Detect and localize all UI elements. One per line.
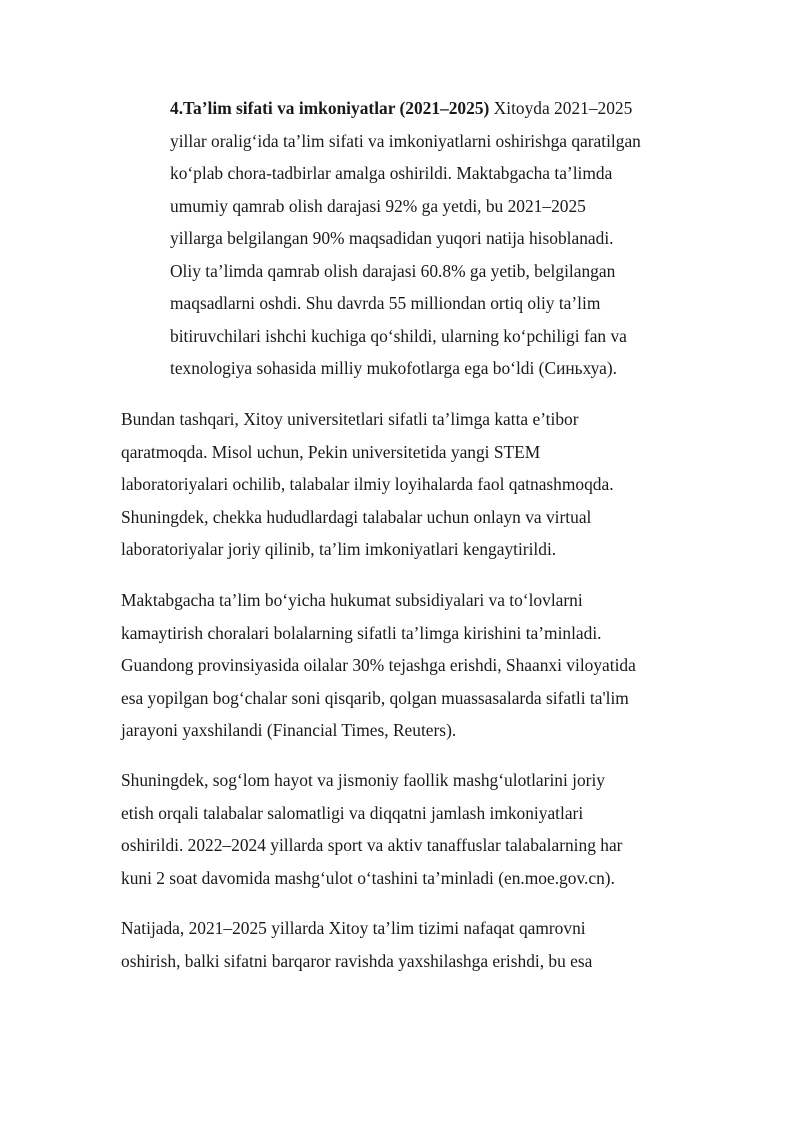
text-line: esa yopilgan bog‘chalar soni qisqarib, qolgan muassasalarda sifatli ta'lim: [121, 687, 629, 708]
text-line: oshirildi. 2022–2024 yillarda sport va aktiv tanaffuslar talabalarning har: [121, 835, 623, 855]
text-line: ko‘plab chora-tadbirlar amalga oshirildi. Maktabgacha ta’limda: [170, 163, 613, 183]
section-heading: 4.Ta’lim sifati va imkoniyatlar (2021–2025): [170, 98, 490, 118]
body-paragraph: [121, 764, 622, 894]
text-line: Oliy ta’limda qamrab olish darajasi 60.8% ga yetib, belgilangan: [170, 260, 616, 281]
text-line: kuni 2 soat davomida mashg‘ulot o‘tashini ta’minladi (en.moe.gov.cn).: [121, 867, 615, 888]
text-line: Bundan tashqari, Xitoy universitetlari sifatli ta’limga katta e’tibor: [121, 409, 579, 429]
text-line: yillarga belgilangan 90% maqsadidan yuqori natija hisoblanadi.: [170, 228, 614, 248]
text-line: etish orqali talabalar salomatligi va diqqatni jamlash imkoniyatlari: [121, 802, 584, 823]
text-line: kamaytirish choralari bolalarning sifatli ta’limga kirishini ta’minladi.: [121, 622, 602, 643]
text-line: yillar oralig‘ida ta’lim sifati va imkoniyatlarni oshirishga qaratilgan: [170, 130, 641, 151]
heading-line-continuation: Xitoyda 2021–2025: [489, 98, 633, 118]
text-line: laboratoriyalari ochilib, talabalar ilmiy loyihalarda faol qatnashmoqda.: [121, 474, 614, 494]
section-paragraph: [170, 92, 641, 385]
text-line: bitiruvchilari ishchi kuchiga qo‘shildi, ularning ko‘pchiligi fan va: [170, 325, 627, 346]
body-paragraph: [121, 584, 636, 747]
body-paragraph: [121, 403, 614, 566]
text-line: laboratoriyalar joriy qilinib, ta’lim imkoniyatlari kengaytirildi.: [121, 539, 557, 559]
text-line: Guandong provinsiyasida oilalar 30% tejashga erishdi, Shaanxi viloyatida: [121, 655, 636, 675]
text-line: [170, 92, 641, 125]
text-line: Shuningdek, sog‘lom hayot va jismoniy faollik mashg‘ulotlarini joriy: [121, 770, 605, 790]
text-line: texnologiya sohasida milliy mukofotlarga ega bo‘ldi (Синьхуа).: [170, 358, 617, 378]
text-line: Natijada, 2021–2025 yillarda Xitoy ta’lim tizimi nafaqat qamrovni: [121, 918, 586, 938]
text-line: oshirish, balki sifatni barqaror ravishda yaxshilashga erishdi, bu esa: [121, 950, 593, 971]
text-line: Shuningdek, chekka hududlardagi talabalar uchun onlayn va virtual: [121, 506, 592, 527]
text-line: jarayoni yaxshilandi (Financial Times, Reuters).: [121, 720, 457, 740]
body-paragraph: [121, 912, 592, 977]
text-line: umumiy qamrab olish darajasi 92% ga yetdi, bu 2021–2025: [170, 195, 586, 216]
text-line: Maktabgacha ta’lim bo‘yicha hukumat subsidiyalari va to‘lovlarni: [121, 590, 583, 610]
text-line: maqsadlarni oshdi. Shu davrda 55 milliondan ortiq oliy ta’lim: [170, 293, 601, 313]
text-line: qaratmoqda. Misol uchun, Pekin universitetida yangi STEM: [121, 441, 541, 462]
